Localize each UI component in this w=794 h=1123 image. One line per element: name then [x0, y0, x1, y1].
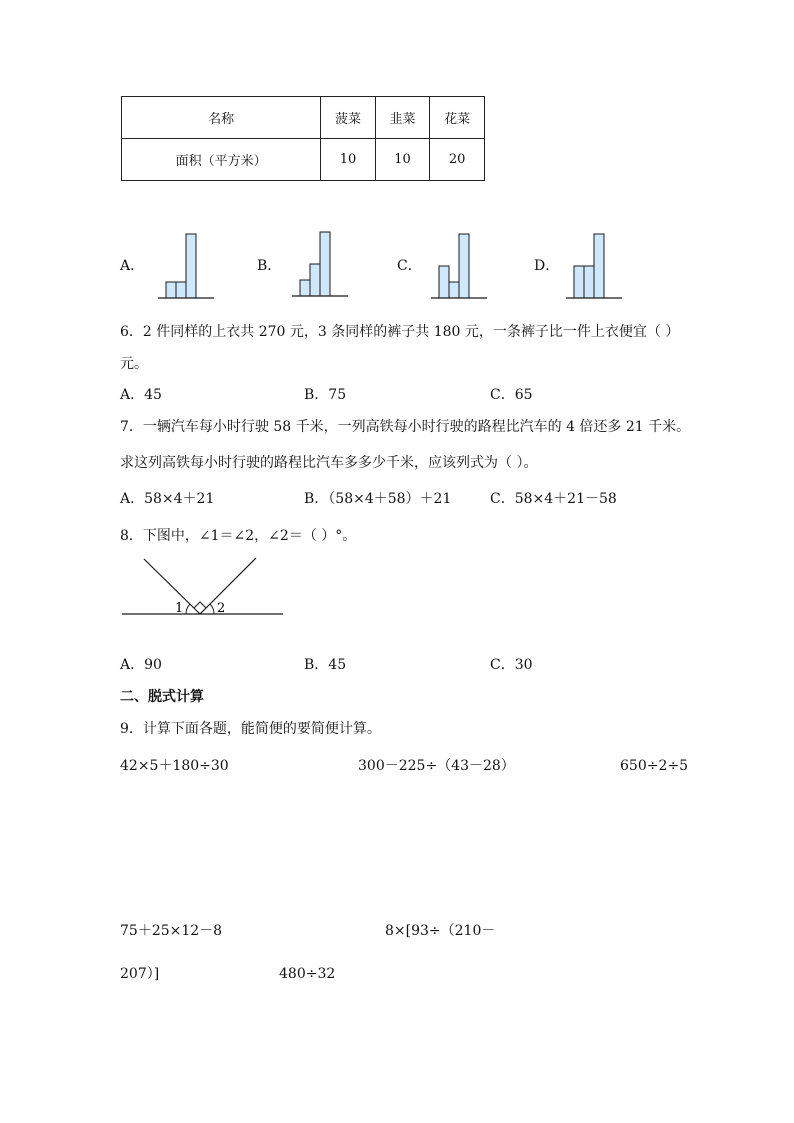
- option-b-chart: [292, 226, 348, 300]
- angle-diagram: [118, 555, 288, 625]
- expression-1: 42×5＋180÷30: [120, 758, 229, 774]
- vegetable-area-table: [121, 96, 485, 181]
- option-c-bar-3: [459, 234, 469, 298]
- angle-1-label: 1: [175, 601, 184, 616]
- question-6-option-a: A．45: [120, 387, 162, 403]
- left-ray: [144, 559, 200, 614]
- expression-5: 8×[93÷（210－: [385, 923, 496, 939]
- table-cell: 10: [375, 139, 430, 181]
- question-8-option-b: B．45: [304, 657, 347, 673]
- table-cell: 菠菜: [321, 97, 376, 139]
- option-c-chart: [431, 228, 487, 302]
- table-cell: 20: [430, 139, 485, 181]
- right-angle-mark: [194, 602, 206, 608]
- option-b-bar-1: [300, 280, 310, 296]
- angle-1-arc: [186, 604, 190, 614]
- section-title: 二、脱式计算: [120, 689, 204, 705]
- question-7-option-b: B．（58×4＋58）＋21: [304, 491, 452, 507]
- question-8-option-a: A．90: [120, 657, 162, 673]
- question-9-text: 9．计算下面各题，能简便的要简便计算。: [120, 721, 381, 737]
- table-cell: 韭菜: [375, 97, 430, 139]
- option-c-bar-1: [439, 266, 449, 298]
- question-6-text-cont: 元。: [120, 356, 148, 372]
- option-c-label: C．: [397, 258, 422, 274]
- expression-4: 75＋25×12－8: [120, 923, 223, 939]
- expression-3: 650÷2÷5: [620, 758, 688, 774]
- expression-6: 480÷32: [279, 966, 336, 982]
- table-cell: 名称: [122, 97, 321, 139]
- question-7-text-cont: 求这列高铁每小时行驶的路程比汽车多多少千米，应该列式为（ ）。: [120, 455, 538, 471]
- option-a-chart: [158, 228, 214, 302]
- option-b-bar-2: [310, 264, 320, 296]
- option-d-bar-3: [594, 234, 604, 298]
- question-6-text: 6．2 件同样的上衣共 270 元，3 条同样的裤子共 180 元，一条裤子比一件上衣便宜（ ）: [120, 324, 680, 340]
- table-row: [122, 139, 485, 181]
- option-d-bar-1: [574, 266, 584, 298]
- question-8-text: 8．下图中，∠1＝∠2，∠2＝（ ）°。: [120, 528, 357, 544]
- option-d-chart: [566, 228, 622, 302]
- option-b-bar-3: [320, 232, 330, 296]
- option-d-label: D．: [534, 258, 560, 274]
- question-7-option-c: C．58×4＋21－58: [490, 491, 617, 507]
- question-6-option-b: B．75: [304, 387, 347, 403]
- question-7-option-a: A．58×4＋21: [120, 491, 215, 507]
- question-6-option-c: C．65: [490, 387, 533, 403]
- option-a-bar-2: [176, 282, 186, 298]
- angle-2-arc: [210, 604, 214, 614]
- option-a-bar-1: [166, 282, 176, 298]
- angle-2-label: 2: [217, 601, 226, 616]
- table-header-row: [122, 97, 485, 139]
- table-cell: 面积（平方米）: [122, 139, 321, 181]
- option-a-label: A．: [120, 258, 145, 274]
- option-c-bar-2: [449, 282, 459, 298]
- table-cell: 10: [321, 139, 376, 181]
- option-a-bar-3: [186, 234, 196, 298]
- expression-5-cont: 207）]: [120, 966, 160, 982]
- option-b-label: B．: [257, 258, 282, 274]
- right-ray: [200, 558, 256, 614]
- question-7-text: 7．一辆汽车每小时行驶 58 千米，一列高铁每小时行驶的路程比汽车的 4 倍还多 21 千米。: [120, 419, 691, 435]
- expression-2: 300－225÷（43－28）: [358, 758, 515, 774]
- option-d-bar-2: [584, 266, 594, 298]
- table-cell: 花菜: [430, 97, 485, 139]
- question-8-option-c: C．30: [490, 657, 533, 673]
